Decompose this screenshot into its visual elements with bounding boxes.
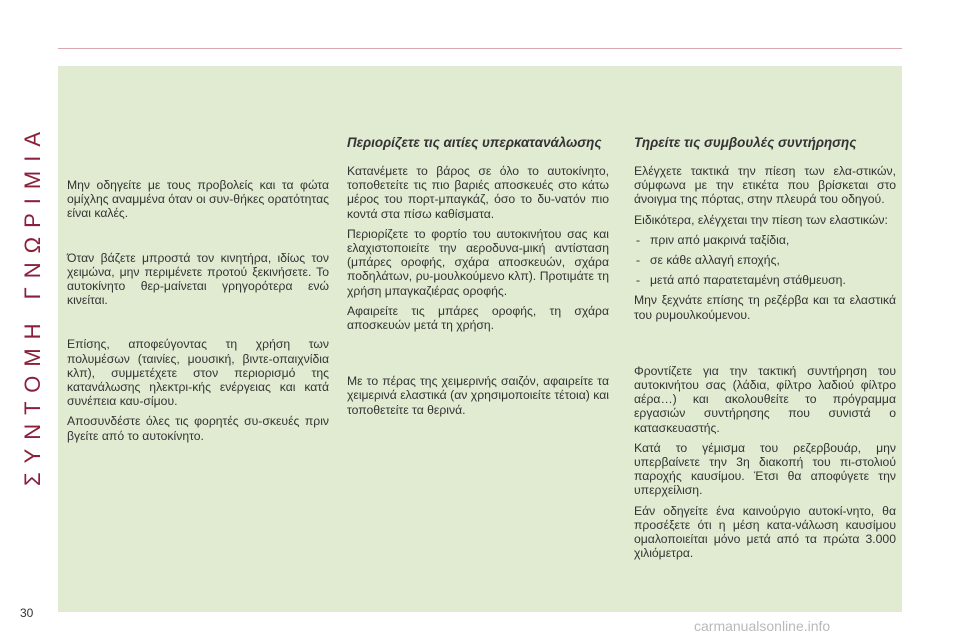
paragraph: Αποσυνδέστε όλες τις φορητές συ-σκευές πριν βγείτε από το αυτοκίνητο. bbox=[67, 414, 329, 443]
paragraph: Με το πέρας της χειμερινής σαιζόν, αφαιρείτε τα χειμερινά ελαστικά (αν χρησιμοποιείτε τέτοια) και τοποθετείτε τα θερινά. bbox=[347, 374, 609, 417]
column-middle bbox=[347, 135, 609, 423]
paragraph: Κατά το γέμισμα του ρεζερβουάρ, μην υπερβαίνετε την 3η διακοπή του πι-στολιού παροχής καυσίμου. Έτσι θα αποφύγετε την υπερχείλιση. bbox=[634, 440, 896, 498]
list-item: - σε κάθε αλλαγή εποχής, bbox=[634, 253, 896, 267]
paragraph: Εάν οδηγείτε ένα καινούργιο αυτοκί-νητο, θα προσέξετε ότι η μέση κατα-νάλωση καυσίμου ομαλοποιείται μόνο μετά από τα πρώτα 3.000 χιλιόμετρα. bbox=[634, 503, 896, 561]
paragraph: Κατανέμετε το βάρος σε όλο το αυτοκίνητο, τοποθετείτε τις πιο βαριές αποσκευές στο κάτω μέρος του πορτ-μπαγκάζ, όσο το δυ-νατόν πιο κοντά στα πίσω καθίσματα. bbox=[347, 164, 609, 221]
section-heading: Τηρείτε τις συμβουλές συντήρησης bbox=[634, 135, 857, 150]
watermark: carmanualsonline.info bbox=[694, 618, 831, 634]
paragraph: Περιορίζετε το φορτίο του αυτοκινήτου σας και ελαχιστοποιείτε την αεροδυνα-μική αντίσταση (μπάρες οροφής, σχάρα αποσκευών, σχάρα ποδηλάτων, ρυ-μουλκούμενο κλπ). Προτιμάτε τη χρήση μπαγκαζιέρας οροφής. bbox=[347, 226, 609, 298]
column-right bbox=[634, 135, 896, 566]
bullet-list bbox=[634, 233, 896, 288]
top-divider bbox=[58, 48, 902, 49]
list-item: - μετά από παρατεταμένη στάθμευση. bbox=[634, 273, 896, 287]
paragraph: Φροντίζετε για την τακτική συντήρηση του αυτοκινήτου σας (λάδια, φίλτρο λαδιού φίλτρο αέρα…) και ακολουθείτε το πρόγραμμα εργασιών συντήρησης που συνιστά ο κατασκευαστής. bbox=[634, 363, 896, 435]
paragraph: Όταν βάζετε μπροστά τον κινητήρα, ιδίως τον χειμώνα, μην περιμένετε προτού ξεκινήσετε. Το αυτοκίνητο θερ-μαίνεται γρηγορότερα ενώ κινείται. bbox=[67, 250, 329, 308]
paragraph: Επίσης, αποφεύγοντας τη χρήση των πολυμέσων (ταινίες, μουσική, βιντε-οπαιχνίδια κλπ), συμμετέχετε στον περιορισμό της κατανάλωσης ηλεκτρι-κής ενέργειας και κατά συνέπεια καυ-σίμου. bbox=[67, 337, 329, 409]
paragraph: Αφαιρείτε τις μπάρες οροφής, τη σχάρα αποσκευών μετά τη χρήση. bbox=[347, 303, 609, 333]
paragraph: Μην ξεχνάτε επίσης τη ρεζέρβα και τα ελαστικά του ρυμουλκούμενου. bbox=[634, 293, 896, 322]
list-item: - πριν από μακρινά ταξίδια, bbox=[634, 233, 896, 247]
page-number: 30 bbox=[20, 606, 34, 620]
paragraph: Μην οδηγείτε με τους προβολείς και τα φώτα ομίχλης αναμμένα όταν οι συν-θήκες ορατότητας είναι καλές. bbox=[67, 178, 329, 221]
column-left bbox=[67, 178, 329, 449]
paragraph: Ελέγχετε τακτικά την πίεση των ελα-στικών, σύμφωνα με την ετικέτα που βρίσκεται στο άνοιγμα της πόρτας, στην πλευρά του οδηγού. bbox=[634, 164, 896, 207]
section-heading: Περιορίζετε τις αιτίες υπερκατανάλωσης bbox=[347, 135, 602, 150]
chapter-title: ΣΥΝΤΟΜΗ ΓΝΩΡΙΜΙΑ bbox=[20, 123, 45, 487]
paragraph: Ειδικότερα, ελέγχεται την πίεση των ελαστικών: bbox=[634, 212, 888, 227]
